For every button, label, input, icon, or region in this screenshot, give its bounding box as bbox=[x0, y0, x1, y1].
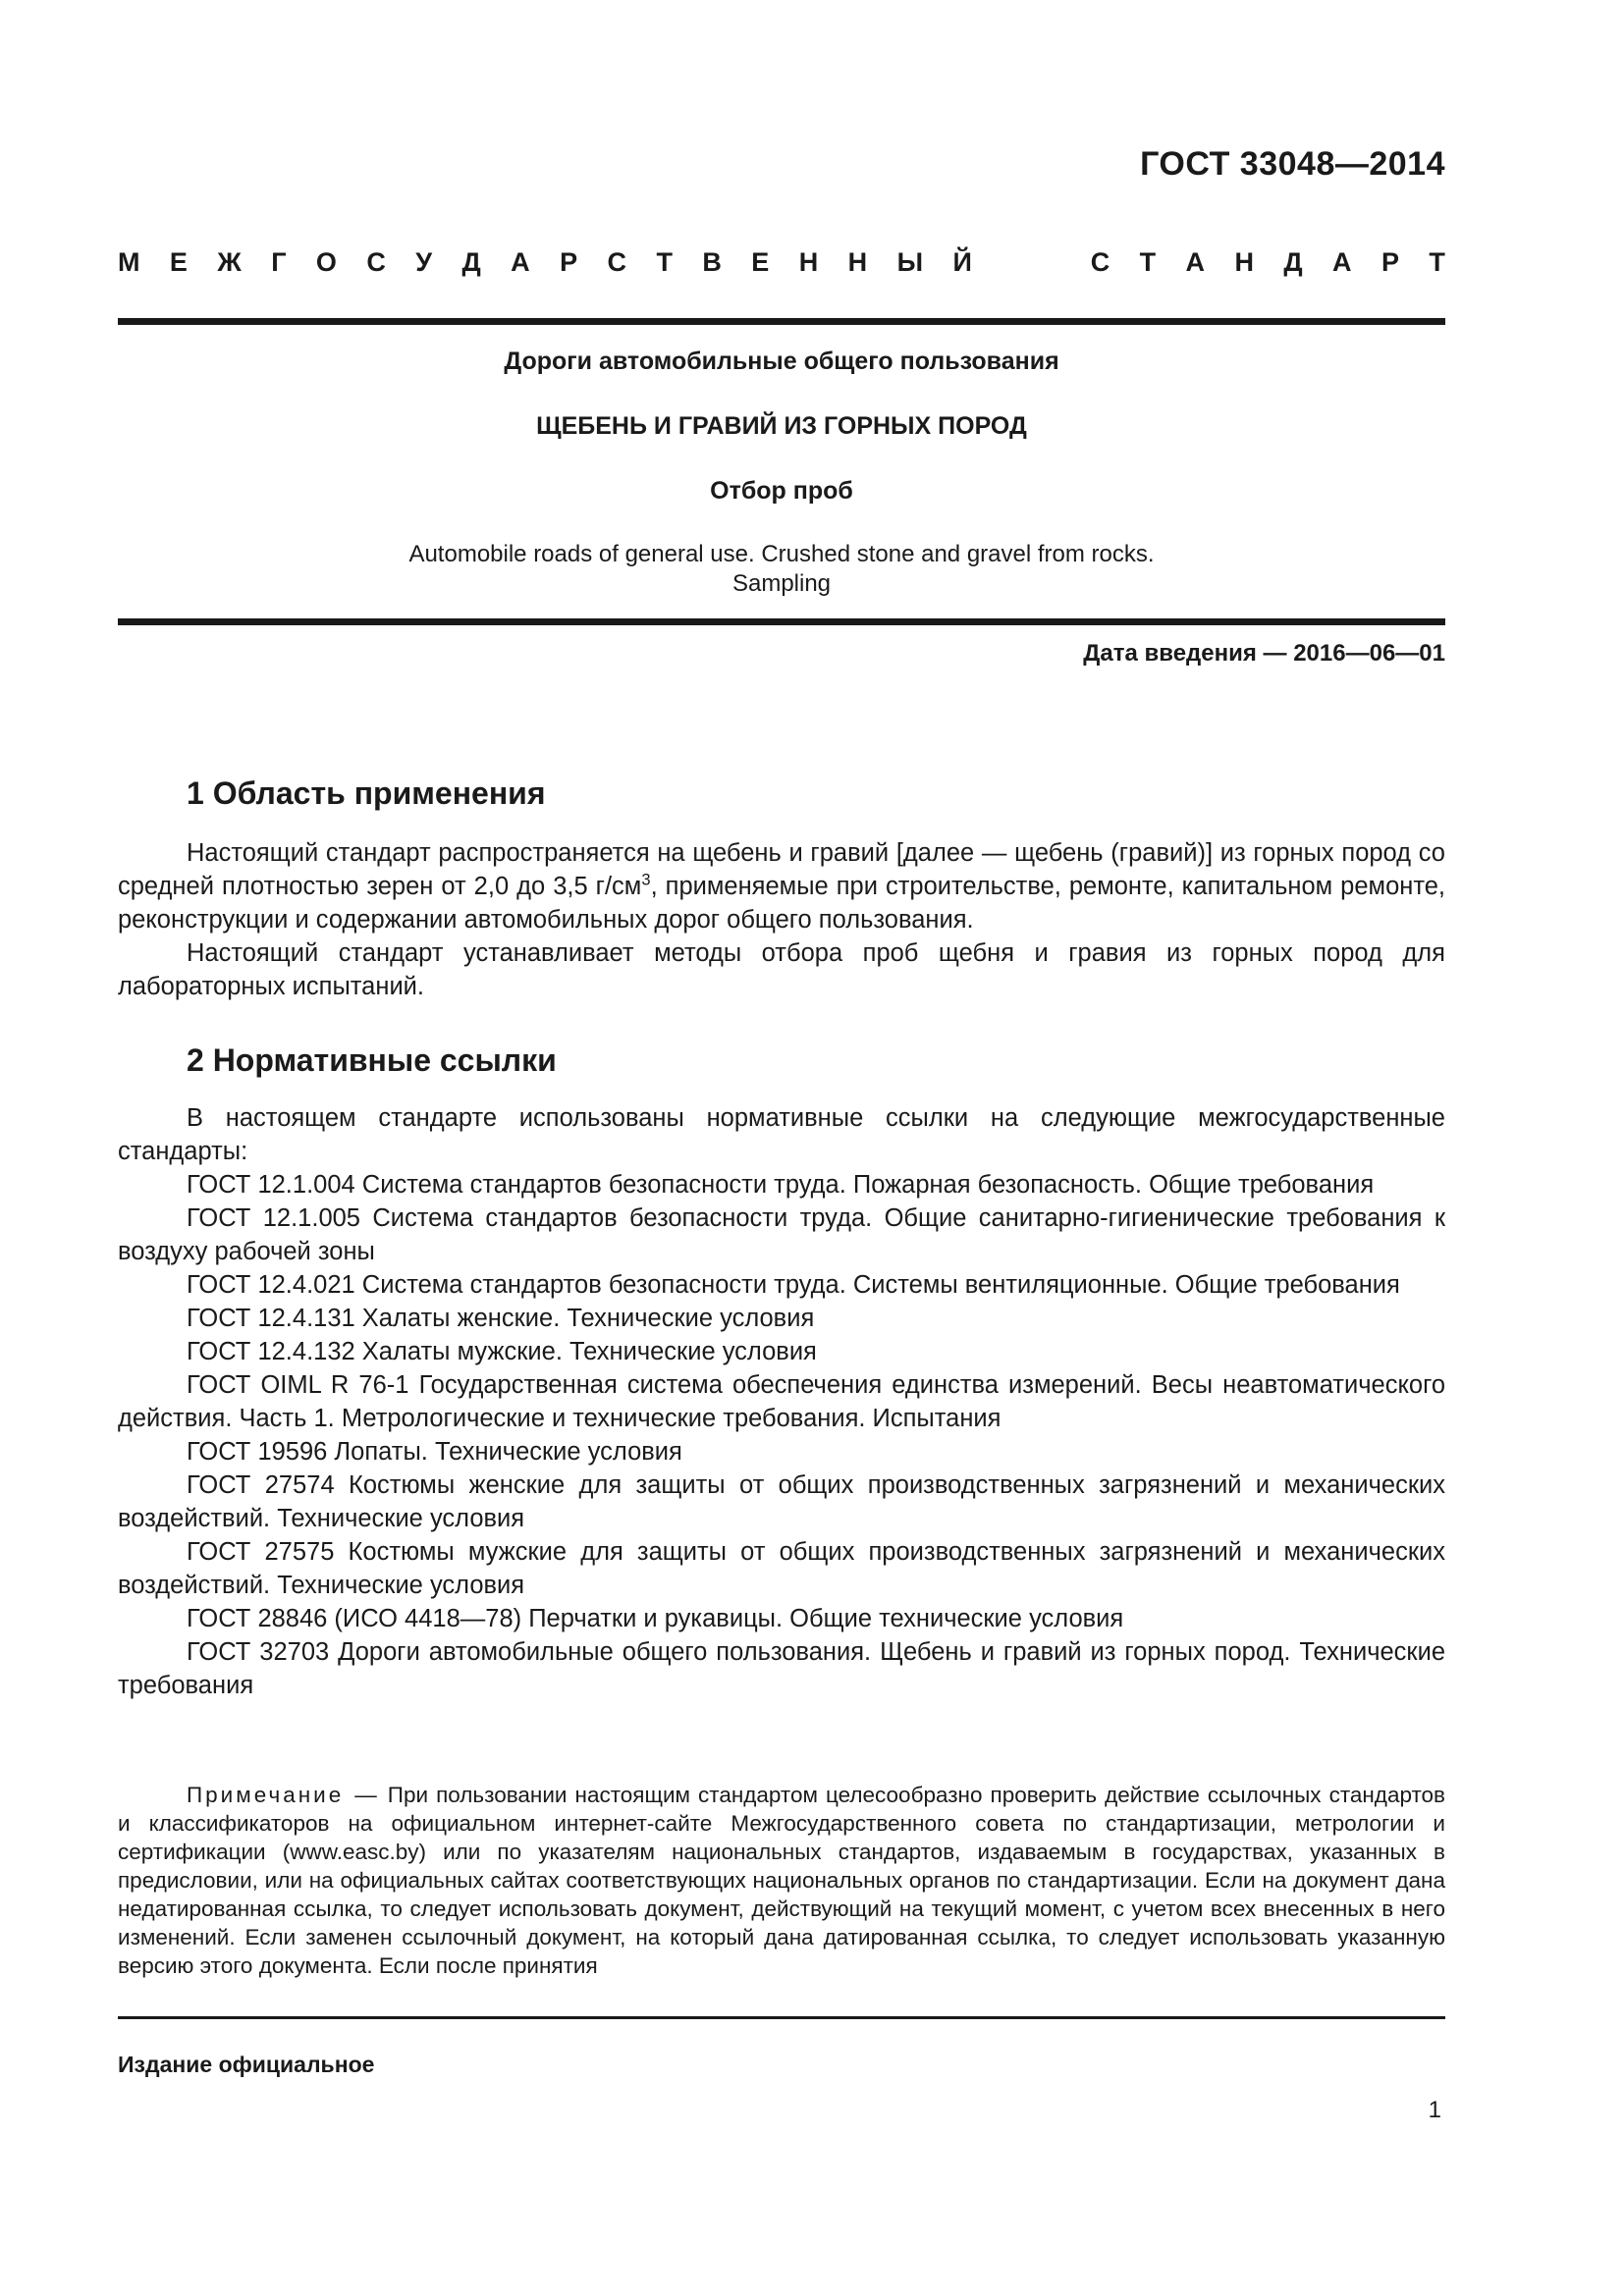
standard-type-letter: Д bbox=[1283, 247, 1303, 277]
title-group: Дороги автомобильные общего пользования bbox=[504, 347, 1059, 375]
reference-item: ГОСТ 28846 (ИСО 4418—78) Перчатки и рукавицы. Общие технические условия bbox=[187, 1605, 1124, 1632]
title-sub: Отбор проб bbox=[710, 477, 853, 505]
standard-type-letter: Й bbox=[952, 247, 972, 277]
reference-item: ГОСТ 19596 Лопаты. Технические условия bbox=[187, 1438, 682, 1466]
normative-references-list bbox=[118, 1168, 1445, 1702]
section2-heading: 2 Нормативные ссылки bbox=[187, 1042, 557, 1078]
standard-type-letter: Е bbox=[751, 247, 770, 277]
note-text: При пользовании настоящим стандартом целесообразно проверить действие ссылочных стандартов и классификаторов на официальном интернет-сайте Межгосударственного совета по стандартизации, метрологии и сертификации (www.easc.by) или по указателям национальных стандартов, издаваемым в государствах, указанных в предисловии, или на официальных сайтах соответствующих национальных органов по стандартизации. Если на документ дана недатированная ссылка, то следует использовать документ, действующий на текущий момент, с учетом всех внесенных в него изменений. Если заменен ссылочный документ, на который дана датированная ссылка, то следует использовать указанную версию этого документа. Если после принятия bbox=[118, 1783, 1445, 1978]
standard-type-letter: Т bbox=[656, 247, 673, 277]
title-main: ЩЕБЕНЬ И ГРАВИЙ ИЗ ГОРНЫХ ПОРОД bbox=[536, 412, 1027, 440]
header-rule bbox=[118, 318, 1445, 325]
standard-type-letter: Т bbox=[1139, 247, 1157, 277]
standard-type-letter: С bbox=[607, 247, 627, 277]
standard-type-letter: А bbox=[1185, 247, 1206, 277]
standard-type-letter: Т bbox=[1429, 247, 1445, 277]
standard-type-letter: Е bbox=[169, 247, 188, 277]
note-label: Примечание — bbox=[187, 1783, 380, 1807]
standard-type-letter: В bbox=[702, 247, 722, 277]
section1-heading: 1 Область применения bbox=[187, 775, 546, 811]
word-gap bbox=[1001, 247, 1060, 278]
footer-rule bbox=[118, 2016, 1445, 2019]
edition-label: Издание официальное bbox=[118, 2052, 375, 2077]
note bbox=[118, 1781, 1445, 1980]
reference-item: ГОСТ 12.1.004 Система стандартов безопасности труда. Пожарная безопасность. Общие требования bbox=[187, 1171, 1375, 1199]
reference-item: ГОСТ 12.1.005 Система стандартов безопасности труда. Общие санитарно-гигиенические требования к воздуху рабочей зоны bbox=[118, 1204, 1445, 1265]
reference-item: ГОСТ 27574 Костюмы женские для защиты от общих производственных загрязнений и механических воздействий. Технические условия bbox=[118, 1471, 1445, 1532]
section1-paragraph1: Настоящий стандарт распространяется на щебень и гравий [далее — щебень (гравий)] из горных пород со средней плотностью зерен от 2,0 до 3,5 $г/см^3$, применяемые при строительстве, ремонте, капитальном ремонте, реконструкции и содержании автомобильных дорог общего пользования. bbox=[118, 839, 1445, 934]
section1-body bbox=[118, 836, 1445, 1003]
standard-type-letter: А bbox=[511, 247, 530, 277]
standard-type-heading bbox=[118, 247, 1445, 278]
section2-intro: В настоящем стандарте использованы нормативные ссылки на следующие межгосударственные стандарты: bbox=[118, 1104, 1445, 1165]
title-english-line1: Automobile roads of general use. Crushed stone and gravel from rocks. bbox=[408, 541, 1155, 567]
standard-type-letter: Г bbox=[271, 247, 287, 277]
reference-item: ГОСТ 12.4.132 Халаты мужские. Технические условия bbox=[187, 1338, 817, 1365]
standard-type-letter: С bbox=[366, 247, 386, 277]
reference-item: ГОСТ 12.4.131 Халаты женские. Технические условия bbox=[187, 1305, 815, 1332]
standard-type-letter: О bbox=[315, 247, 337, 277]
document-number: ГОСТ 33048—2014 bbox=[1140, 145, 1445, 183]
reference-item: ГОСТ 32703 Дороги автомобильные общего пользования. Щебень и гравий из горных пород. Технические требования bbox=[118, 1638, 1445, 1699]
page-number: 1 bbox=[1428, 2097, 1441, 2123]
standard-type-letter: Н bbox=[847, 247, 868, 277]
standard-type-letter: Р bbox=[560, 247, 578, 277]
title-english-line2: Sampling bbox=[731, 570, 832, 597]
introduction-date: Дата введения — 2016—06—01 bbox=[1083, 640, 1445, 667]
title-rule bbox=[118, 618, 1445, 625]
standard-type-letter: Н bbox=[798, 247, 819, 277]
title-english bbox=[118, 540, 1445, 599]
reference-item: ГОСТ 12.4.021 Система стандартов безопасности труда. Системы вентиляционные. Общие требования bbox=[187, 1271, 1400, 1299]
standard-type-letter: С bbox=[1090, 247, 1110, 277]
section1-paragraph2: Настоящий стандарт устанавливает методы отбора проб щебня и гравия из горных пород для лабораторных испытаний. bbox=[118, 939, 1445, 1000]
section2-body bbox=[118, 1101, 1445, 1702]
standard-type-letter: Ы bbox=[896, 247, 924, 277]
reference-item: ГОСТ OIML R 76-1 Государственная система обеспечения единства измерений. Весы неавтоматического действия. Часть 1. Метрологические и технические требования. Испытания bbox=[118, 1371, 1445, 1432]
standard-type-letter: Н bbox=[1234, 247, 1254, 277]
standard-type-letter: Ж bbox=[217, 247, 242, 277]
standard-type-letter: Р bbox=[1380, 247, 1399, 277]
standard-type-letter: А bbox=[1332, 247, 1352, 277]
standard-type-letter: Д bbox=[461, 247, 481, 277]
standard-type-letter: М bbox=[118, 247, 140, 277]
standard-type-letter: У bbox=[415, 247, 433, 277]
reference-item: ГОСТ 27575 Костюмы мужские для защиты от общих производственных загрязнений и механических воздействий. Технические условия bbox=[118, 1538, 1445, 1599]
